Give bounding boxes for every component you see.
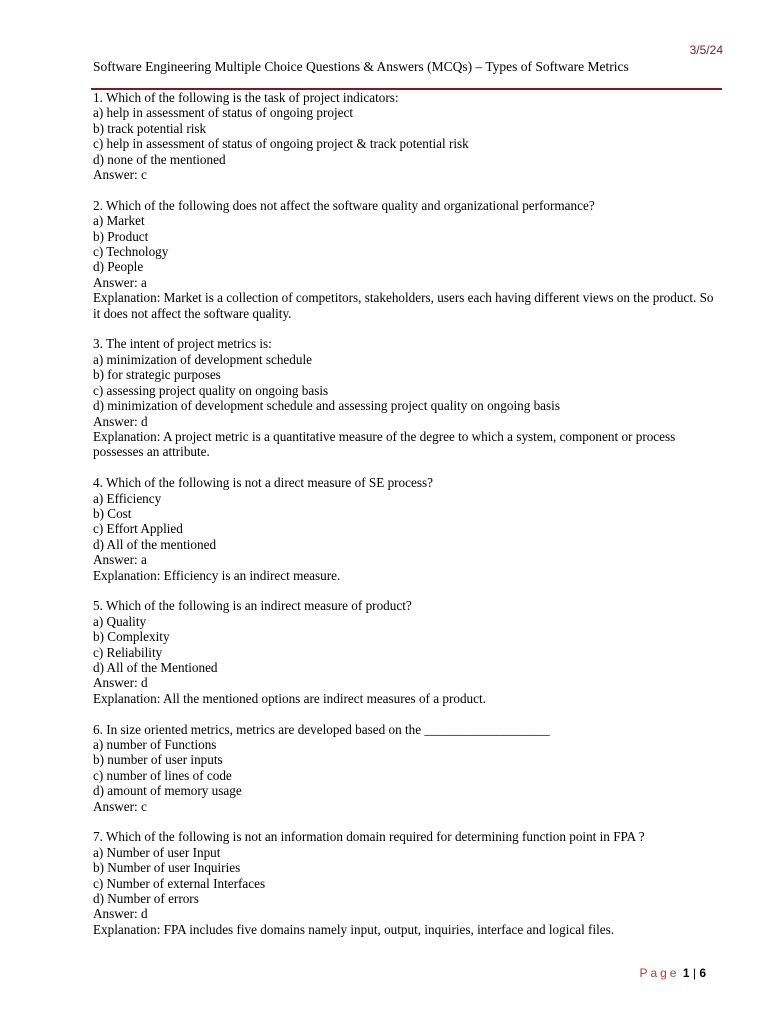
question-text: 2. Which of the following does not affect the software quality and organizational performance? [93,197,595,213]
answer-option: a) minimization of development schedule [93,351,312,367]
question-text: 4. Which of the following is not a direct measure of SE process? [93,475,433,491]
answer-option: c) help in assessment of status of ongoing project & track potential risk [93,136,469,152]
answer-key: Answer: a [93,552,147,568]
page-number: 1 [682,966,690,980]
answer-key: Answer: c [93,167,147,183]
answer-option: a) help in assessment of status of ongoing project [93,105,354,121]
answer-option: d) All of the Mentioned [93,659,218,675]
answer-option: d) minimization of development schedule and assessing project quality on ongoing basis [93,398,560,414]
explanation-text: Explanation: Market is a collection of competitors, stakeholders, users each having different views on the product. So it does not affect the software quality. [93,290,717,321]
answer-option: c) Reliability [93,644,163,660]
question-block [93,90,723,182]
answer-option: d) amount of memory usage [93,783,242,799]
page-footer [639,966,706,980]
page-separator: | [692,966,696,980]
answer-option: c) Effort Applied [93,521,183,537]
answer-option: c) Number of external Interfaces [93,875,266,891]
question-text: 1. Which of the following is the task of project indicators: [93,90,399,105]
page-word: Page [639,966,680,980]
answer-key: Answer: a [93,274,147,290]
question-block [93,829,723,937]
answer-option: b) Cost [93,505,132,521]
answer-option: b) for strategic purposes [93,367,221,383]
answer-option: a) Number of user Input [93,844,221,860]
answer-option: d) All of the mentioned [93,536,217,552]
answer-option: d) none of the mentioned [93,151,226,167]
question-text: 6. In size oriented metrics, metrics are developed based on the ___________________ [93,721,550,737]
question-text: 5. Which of the following is an indirect measure of product? [93,598,412,614]
explanation-text: Explanation: All the mentioned options are indirect measures of a product. [93,690,486,706]
total-pages: 6 [699,966,706,980]
document-title: Software Engineering Multiple Choice Questions & Answers (MCQs) – Types of Software Metrics [93,59,629,74]
answer-key: Answer: d [93,675,148,691]
answer-key: Answer: c [93,798,147,814]
answer-option: a) Quality [93,613,147,629]
question-block [93,598,723,706]
explanation-text: Explanation: A project metric is a quantitative measure of the degree to which a system, component or process possesses an attribute. [93,428,679,460]
explanation-text: Explanation: FPA includes five domains namely input, output, inquiries, interface and logical files. [93,921,615,937]
question-block [93,336,723,459]
answer-option: c) Technology [93,244,169,260]
answer-option: d) People [93,259,144,275]
question-block [93,198,723,321]
answer-option: d) Number of errors [93,891,199,907]
document-date: 3/5/24 [689,43,723,57]
question-text: 3. The intent of project metrics is: [93,336,272,352]
question-block [93,475,723,583]
answer-option: a) Efficiency [93,490,162,506]
answer-option: b) Number of user Inquiries [93,860,241,876]
question-text: 7. Which of the following is not an information domain required for determining function point in FPA ? [93,829,645,845]
answer-option: b) number of user inputs [93,752,223,768]
question-block [93,722,723,814]
explanation-text: Explanation: Efficiency is an indirect measure. [93,567,341,583]
answer-key: Answer: d [93,413,148,429]
question-list [93,90,723,953]
answer-option: b) track potential risk [93,120,207,136]
answer-option: a) number of Functions [93,736,217,752]
answer-option: b) Product [93,228,149,244]
answer-option: c) assessing project quality on ongoing basis [93,382,329,398]
answer-option: c) number of lines of code [93,767,232,783]
answer-option: b) Complexity [93,629,170,645]
answer-key: Answer: d [93,906,148,922]
answer-option: a) Market [93,213,145,229]
